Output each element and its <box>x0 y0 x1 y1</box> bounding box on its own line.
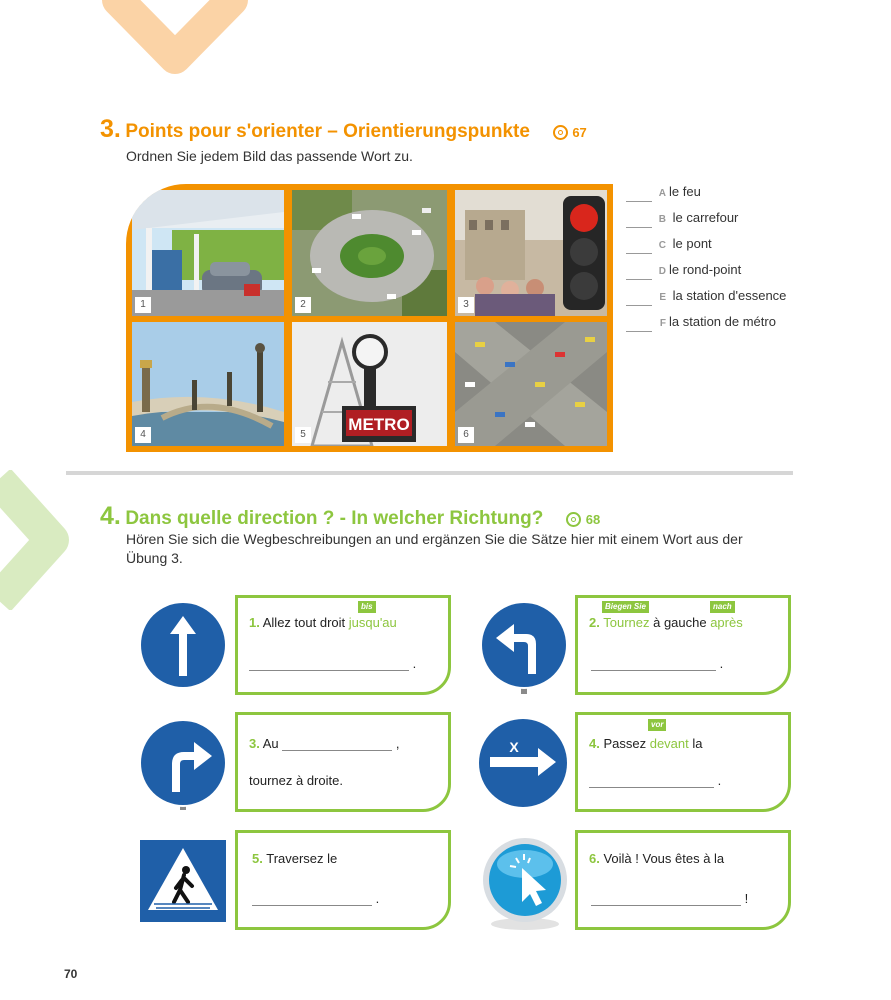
photo-metro-sign <box>292 322 447 446</box>
photo-number: 4 <box>135 427 151 443</box>
item-text: Allez tout droit <box>262 615 349 630</box>
item-text: Au <box>262 736 283 751</box>
photo-gas-station <box>132 190 284 316</box>
item-text: Traversez le <box>266 851 338 866</box>
translation-tag: vor <box>648 719 666 731</box>
answer-blank[interactable] <box>591 893 741 906</box>
audio-cd-icon[interactable] <box>566 512 581 527</box>
exercise-title: Points pour s'orienter – Orientierungspunkte <box>125 121 530 142</box>
word-option-b[interactable]: B le carrefour <box>626 210 738 226</box>
translation-tag: bis <box>358 601 376 613</box>
word-option-e[interactable]: E la station d'essence <box>626 288 786 304</box>
exercise-item-6: 6. Voilà ! Vous êtes à la ! <box>575 830 791 930</box>
sign-x-mark: X <box>509 739 519 755</box>
photo-number: 2 <box>295 297 311 313</box>
item-highlight: après <box>710 615 743 630</box>
answer-blank[interactable] <box>589 775 714 788</box>
exercise-item-5: 5. Traversez le . <box>235 830 451 930</box>
audio-track-number: 67 <box>572 125 587 140</box>
audio-cd-icon[interactable] <box>553 125 568 140</box>
metro-sign-text: METRO <box>348 415 410 434</box>
turn-right-sign-icon <box>138 718 228 810</box>
item-number: 3. <box>249 736 260 751</box>
word-option-d[interactable]: D le rond-point <box>626 262 741 278</box>
answer-blank[interactable] <box>252 893 372 906</box>
exercise-number: 4. <box>100 502 121 530</box>
exercise-item-4: vor 4. Passez devant la . <box>575 712 791 812</box>
straight-ahead-sign-icon <box>138 600 228 690</box>
exercise-instruction: Ordnen Sie jedem Bild das passende Wort zu. <box>126 148 413 164</box>
exercise-title: Dans quelle direction ? - In welcher Richtung? <box>125 508 544 529</box>
answer-blank[interactable] <box>591 658 716 671</box>
photo-roundabout <box>292 190 447 316</box>
photo-number: 3 <box>458 297 474 313</box>
exercise-item-1: bis 1. Allez tout droit jusqu'au . <box>235 595 451 695</box>
item-number: 1. <box>249 615 260 630</box>
pedestrian-crossing-sign-icon <box>140 840 226 922</box>
photo-crossroads <box>455 322 607 446</box>
translation-tag: Biegen Sie <box>602 601 649 613</box>
exercise-number: 3. <box>100 115 121 143</box>
answer-blank[interactable] <box>282 738 392 751</box>
exercise-3-heading <box>100 115 587 144</box>
item-number: 4. <box>589 736 600 751</box>
item-highlight: devant <box>649 736 689 751</box>
item-number: 2. <box>589 615 600 630</box>
page-number: 70 <box>64 967 78 981</box>
item-text: Voilà ! Vous êtes à la <box>603 851 725 866</box>
exercise-4-heading <box>100 502 600 531</box>
item-text: la <box>688 736 703 751</box>
exercise-instruction: Hören Sie sich die Wegbeschreibungen an und ergänzen Sie die Sätze hier mit einem Wort aus der Übung 3. <box>126 531 743 566</box>
decorative-chevron-right <box>0 470 80 610</box>
exercise-item-3: 3. Au , tournez à droite. <box>235 712 451 812</box>
item-number: 5. <box>252 851 263 866</box>
word-option-f[interactable]: F la station de métro <box>626 314 776 330</box>
section-divider <box>66 471 793 475</box>
photo-grid <box>126 184 613 452</box>
translation-tag: nach <box>710 601 735 613</box>
item-text-line2: tournez à droite. <box>249 773 343 788</box>
answer-blank[interactable] <box>249 658 409 671</box>
exercise-item-2: Biegen Sie nach 2. Tournez à gauche après . <box>575 595 791 695</box>
decorative-chevron-down <box>100 0 250 80</box>
photo-bridge <box>132 322 284 446</box>
item-highlight: jusqu'au <box>348 615 397 630</box>
photo-number: 6 <box>458 427 474 443</box>
audio-track-number: 68 <box>585 512 601 527</box>
photo-number: 1 <box>135 297 151 313</box>
item-text: Passez <box>603 736 650 751</box>
pass-in-front-sign-icon <box>476 716 570 810</box>
photo-number: 5 <box>295 427 311 443</box>
item-number: 6. <box>589 851 600 866</box>
photo-traffic-light <box>455 190 607 316</box>
item-highlight: Tournez <box>603 615 650 630</box>
turn-left-sign-icon <box>478 600 570 694</box>
item-text: à gauche <box>649 615 711 630</box>
word-option-a[interactable]: A le feu <box>626 184 701 200</box>
destination-cursor-icon <box>480 836 570 932</box>
word-option-c[interactable]: C le pont <box>626 236 712 252</box>
